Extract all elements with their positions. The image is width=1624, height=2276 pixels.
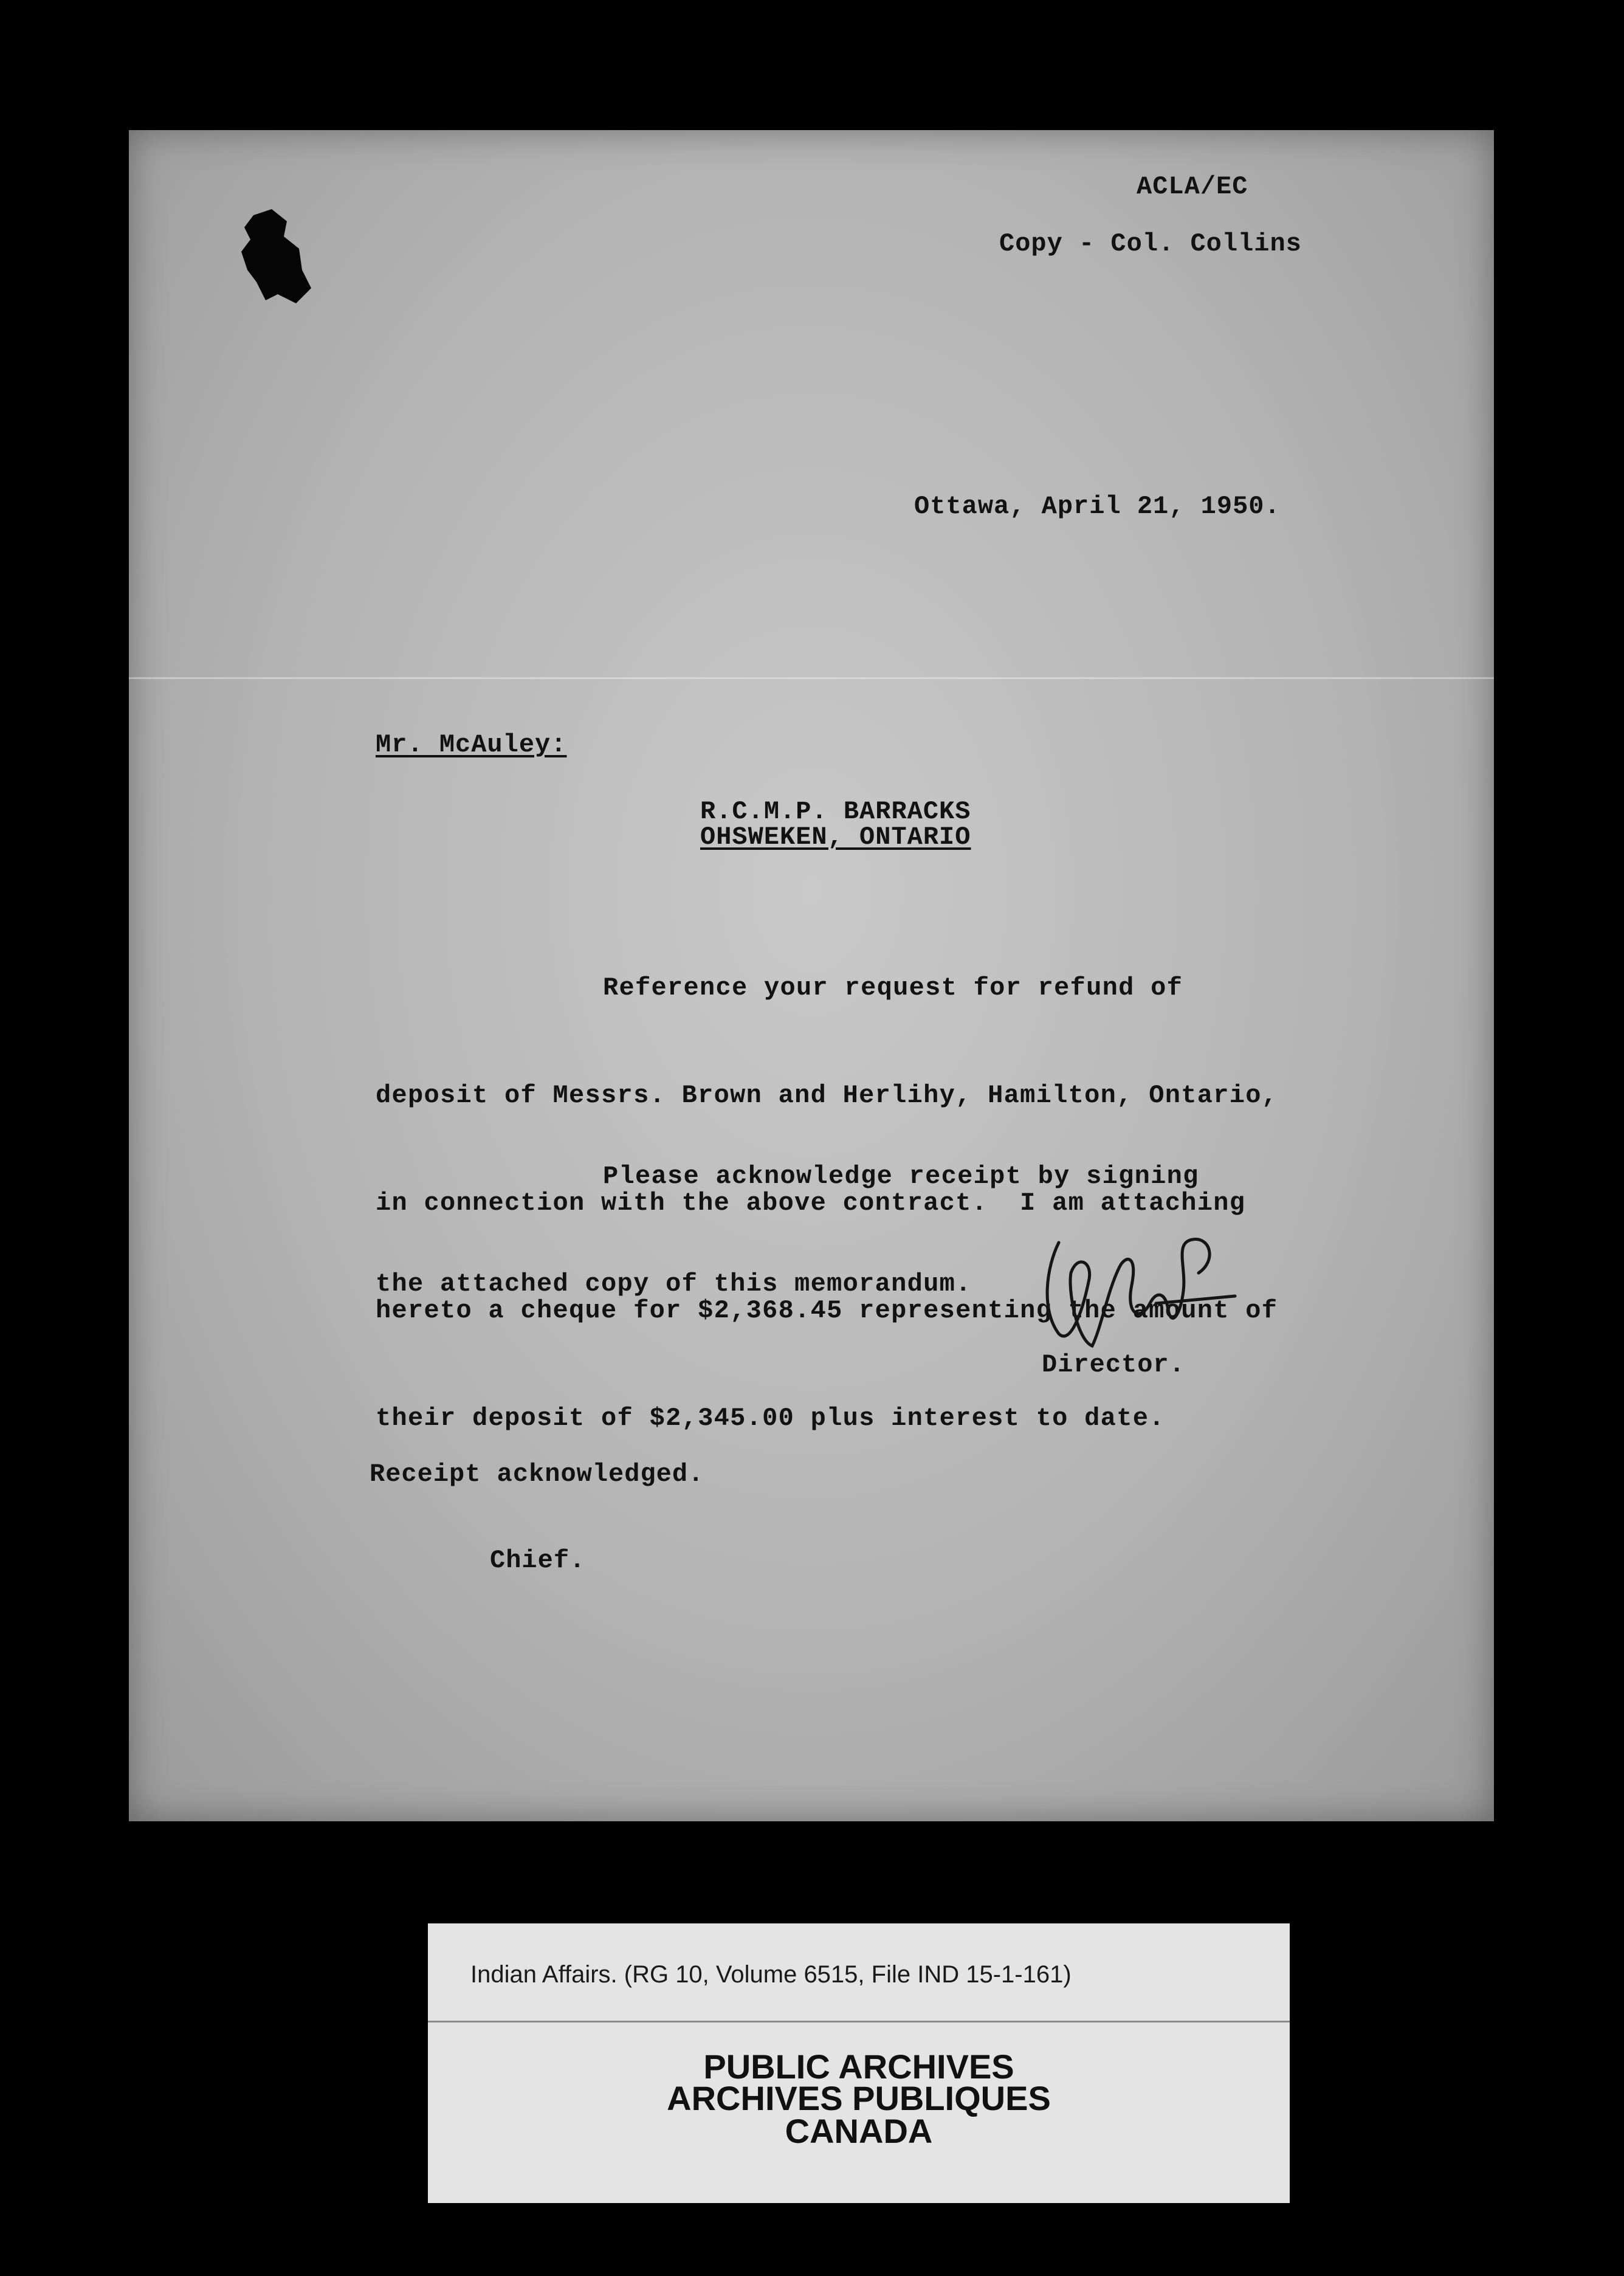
paragraph-line: deposit of Messrs. Brown and Herlihy, Hamilton, Ontario, [376,1081,1278,1110]
paragraph-line: hereto a cheque for $2,368.45 representing the amount of [376,1296,1278,1325]
archive-label [428,1923,1290,2203]
paragraph-line: Reference your request for refund of [603,973,1183,1002]
receipt-acknowledged: Receipt acknowledged. [370,1460,704,1489]
torn-hole-mark [229,203,314,306]
handwritten-signature [1034,1218,1247,1358]
signature-title: Director. [1042,1350,1185,1379]
memorandum-page [129,130,1494,1821]
paragraph-line: in connection with the above contract. I am attaching [376,1188,1246,1218]
paragraph-line: their deposit of $2,345.00 plus interest to date. [376,1404,1165,1433]
archive-name-en: PUBLIC ARCHIVES [703,2047,1014,2086]
paper-fold-line [129,677,1494,679]
addressee: Mr. McAuley: [376,730,567,759]
archive-country: CANADA [785,2112,933,2150]
archive-reference: Indian Affairs. (RG 10, Volume 6515, File IND 15-1-161) [470,1961,1072,1988]
subject-line-1: R.C.M.P. BARRACKS [700,797,971,826]
file-code: ACLA/EC [1137,172,1248,201]
memo-date: Ottawa, April 21, 1950. [914,492,1281,521]
paragraph-line: Please acknowledge receipt by signing [603,1162,1199,1191]
copy-recipient: Copy - Col. Collins [999,229,1302,258]
subject-line-2: OHSWEKEN, ONTARIO [700,822,971,852]
archive-name-fr: ARCHIVES PUBLIQUES [667,2079,1051,2117]
archive-reference-strip [428,1923,1290,2023]
paragraph-line: the attached copy of this memorandum. [376,1269,972,1298]
receipt-title: Chief. [490,1546,586,1575]
